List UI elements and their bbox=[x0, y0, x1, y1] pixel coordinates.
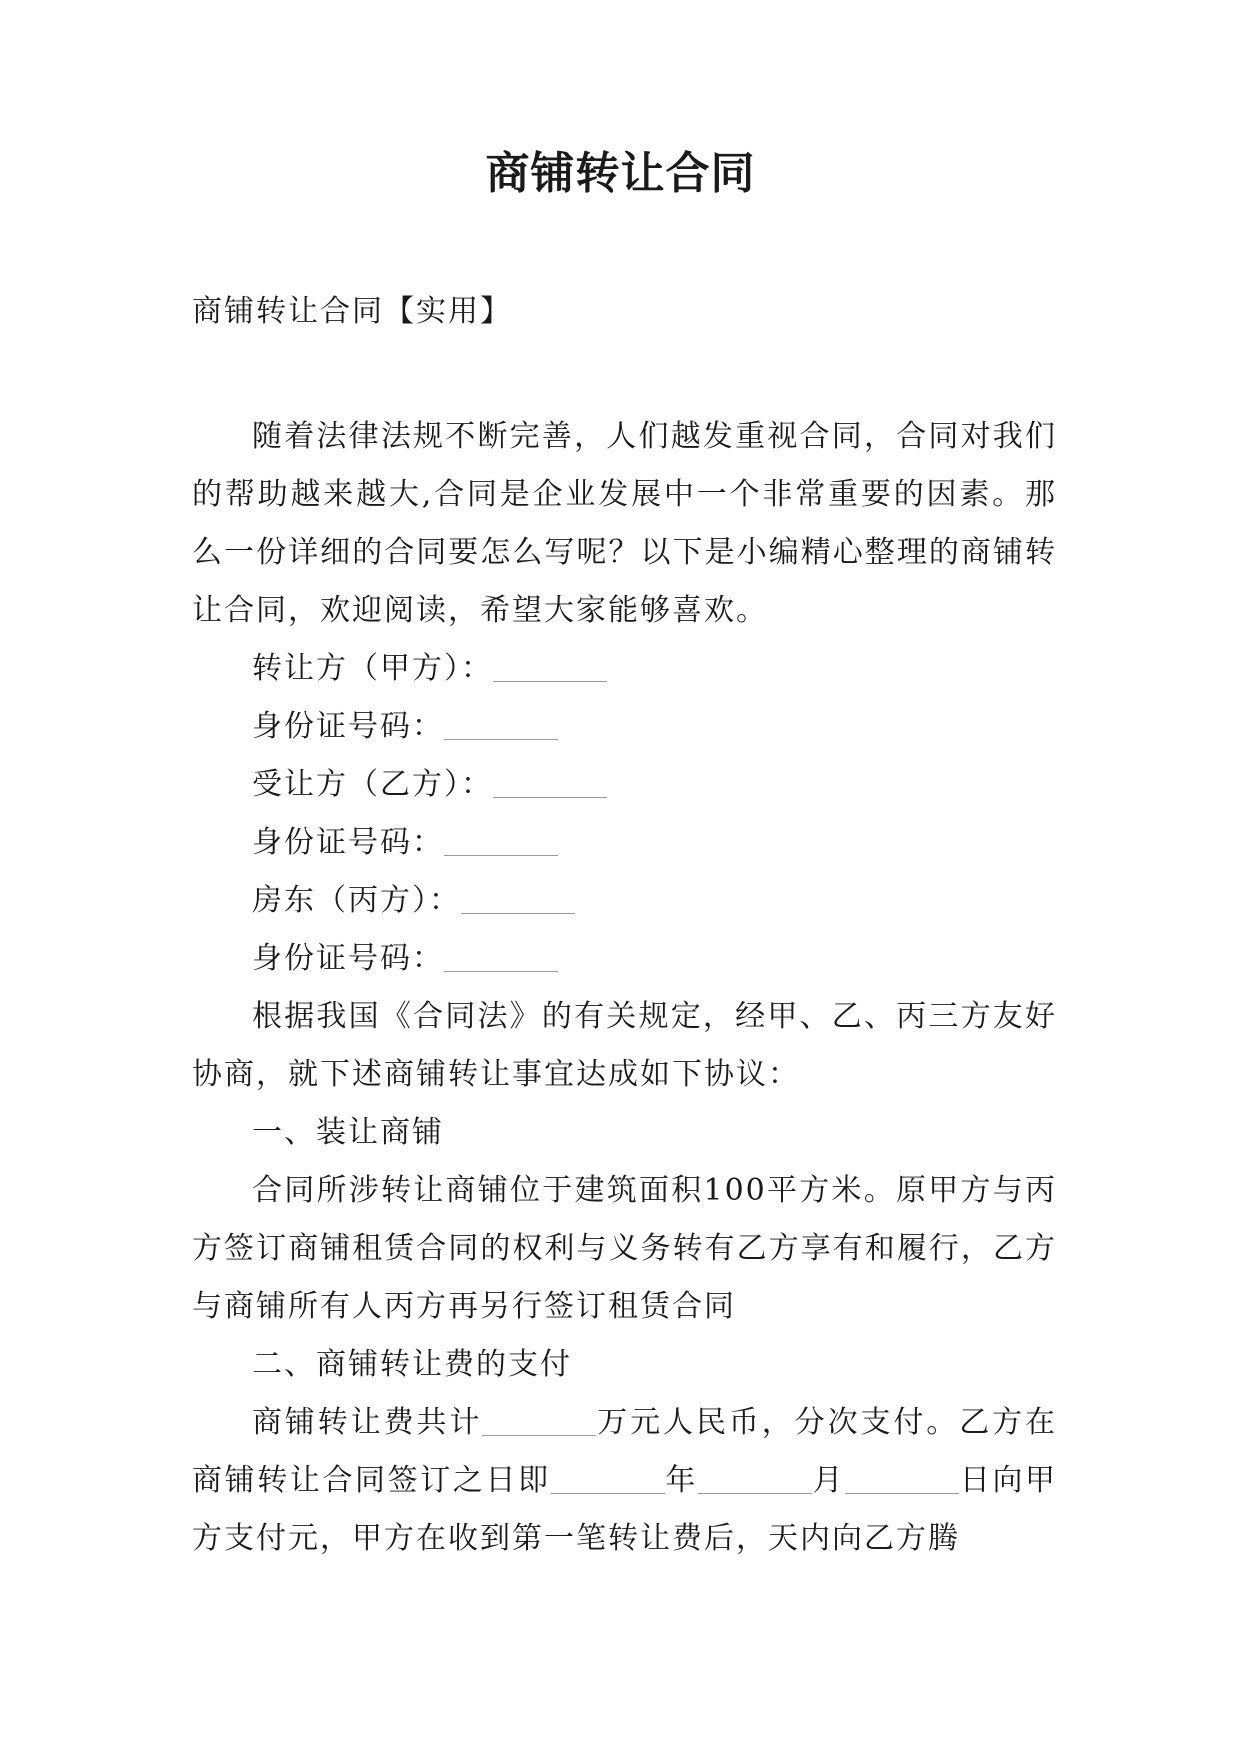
party-b-label: 受让方（乙方）： bbox=[252, 767, 493, 802]
section2-heading: 二、商铺转让费的支付 bbox=[252, 1347, 572, 1382]
party-c-id-label: 身份证号码： bbox=[252, 941, 444, 976]
section1-text: 合同所涉转让商铺位于建筑面积100平方米。原甲方与丙方签订商铺租赁合同的权利与义务转有乙方享有和履行，乙方与商铺所有人丙方再另行签订租赁合同 bbox=[192, 1173, 1057, 1324]
party-c-blank bbox=[461, 912, 575, 914]
party-c-id-blank bbox=[444, 970, 558, 972]
party-b-id-label: 身份证号码： bbox=[252, 825, 444, 860]
party-a-blank bbox=[493, 680, 607, 682]
party-b-line bbox=[192, 756, 1057, 814]
intro-paragraph: 随着法律法规不断完善，人们越发重视合同，合同对我们的帮助越来越大,合同是企业发展中一个非常重要的因素。那么一份详细的合同要怎么写呢？以下是小编精心整理的商铺转让合同，欢迎阅读，希望大家能够喜欢。 bbox=[192, 419, 1057, 628]
day-label: 日 bbox=[959, 1463, 993, 1498]
party-c-label: 房东（丙方）： bbox=[252, 883, 461, 918]
section2-text-part3: 向甲方支付元，甲方在收到第一笔转让费后，天内向乙方腾 bbox=[192, 1463, 1058, 1556]
party-a-id-label: 身份证号码： bbox=[252, 709, 444, 744]
year-blank bbox=[551, 1492, 665, 1494]
day-blank bbox=[845, 1492, 959, 1494]
section1-heading: 一、装让商铺 bbox=[252, 1115, 444, 1150]
party-a-label: 转让方（甲方）： bbox=[252, 651, 493, 686]
year-label: 年 bbox=[664, 1463, 698, 1498]
document-body bbox=[192, 408, 1057, 1568]
party-b-id-blank bbox=[444, 854, 558, 856]
month-blank bbox=[698, 1492, 812, 1494]
party-a-id-blank bbox=[444, 738, 558, 740]
section2-text bbox=[192, 1394, 1057, 1568]
agreement-intro-paragraph: 根据我国《合同法》的有关规定，经甲、乙、丙三方友好协商，就下述商铺转让事宜达成如下协议： bbox=[192, 999, 1057, 1092]
party-b-blank bbox=[493, 796, 607, 798]
party-c-line bbox=[192, 872, 1057, 930]
document-title: 商铺转让合同 bbox=[485, 148, 756, 199]
party-c-id-line bbox=[192, 930, 1057, 988]
document-subtitle: 商铺转让合同【实用】 bbox=[192, 294, 512, 329]
section2-text-part2: 万元人民币，分次支付。乙方在商铺转让合同签订之日即 bbox=[192, 1405, 1058, 1498]
party-a-line bbox=[192, 640, 1057, 698]
party-a-id-line bbox=[192, 698, 1057, 756]
fee-amount-blank bbox=[482, 1434, 596, 1436]
section2-text-part1: 商铺转让费共计 bbox=[252, 1405, 483, 1440]
month-label: 月 bbox=[811, 1463, 846, 1498]
party-b-id-line bbox=[192, 814, 1057, 872]
